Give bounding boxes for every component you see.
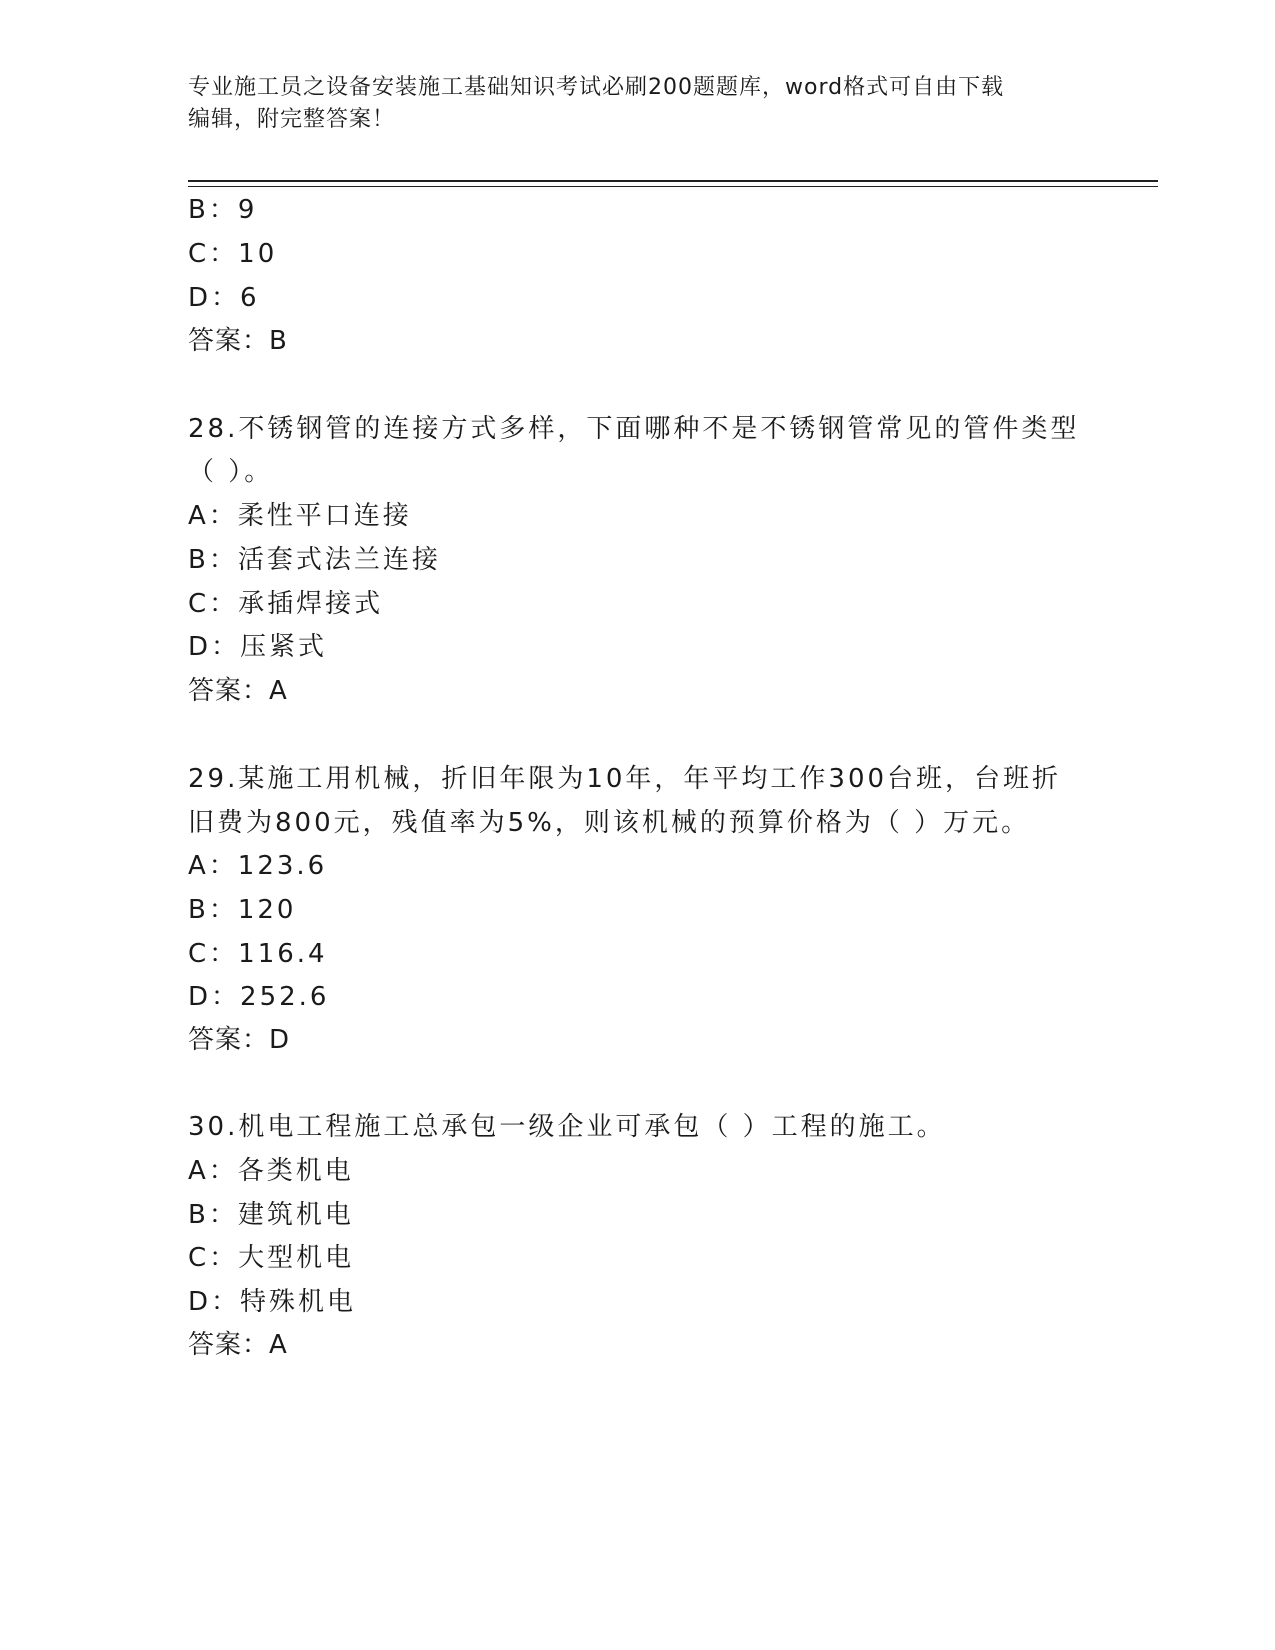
q29-option-c: C：116.4 [188,939,328,969]
q29-answer: 答案：D [188,1025,291,1055]
q28-option-b: B：活套式法兰连接 [188,545,441,575]
q27-answer: 答案：B [188,326,288,356]
q29-option-b: B：120 [188,895,297,925]
q28-stem-line-1: 28.不锈钢管的连接方式多样，下面哪种不是不锈钢管常见的管件类型 [188,414,1080,444]
q27-option-c: C：10 [188,239,278,269]
q30-stem-line-1: 30.机电工程施工总承包一级企业可承包（ ）工程的施工。 [188,1112,946,1142]
header-divider-thick [188,180,1158,182]
header-line-2: 编辑，附完整答案！ [188,107,396,132]
q27-option-d: D：6 [188,283,260,313]
q27-option-b: B：9 [188,195,258,225]
header-line-1: 专业施工员之设备安装施工基础知识考试必刷200题题库，word格式可自由下载 [188,75,1005,100]
q30-option-c: C：大型机电 [188,1243,355,1273]
q29-option-a: A：123.6 [188,851,328,881]
q28-option-c: C：承插焊接式 [188,589,384,619]
document-header [188,72,1088,136]
q30-option-b: B：建筑机电 [188,1200,354,1230]
q28-stem-line-2: （ ）。 [188,457,274,487]
q29-stem-line-2: 旧费为800元，残值率为5%，则该机械的预算价格为（ ）万元。 [188,808,1031,838]
q28-option-d: D：压紧式 [188,632,328,662]
header-divider-thin [188,186,1158,187]
q29-stem-line-1: 29.某施工用机械，折旧年限为10年，年平均工作300台班，台班折 [188,764,1062,794]
q29-option-d: D：252.6 [188,982,330,1012]
q30-option-d: D：特殊机电 [188,1287,357,1317]
q28-option-a: A：柔性平口连接 [188,501,412,531]
q30-option-a: A：各类机电 [188,1156,354,1186]
q30-answer: 答案：A [188,1330,288,1360]
q28-answer: 答案：A [188,676,288,706]
